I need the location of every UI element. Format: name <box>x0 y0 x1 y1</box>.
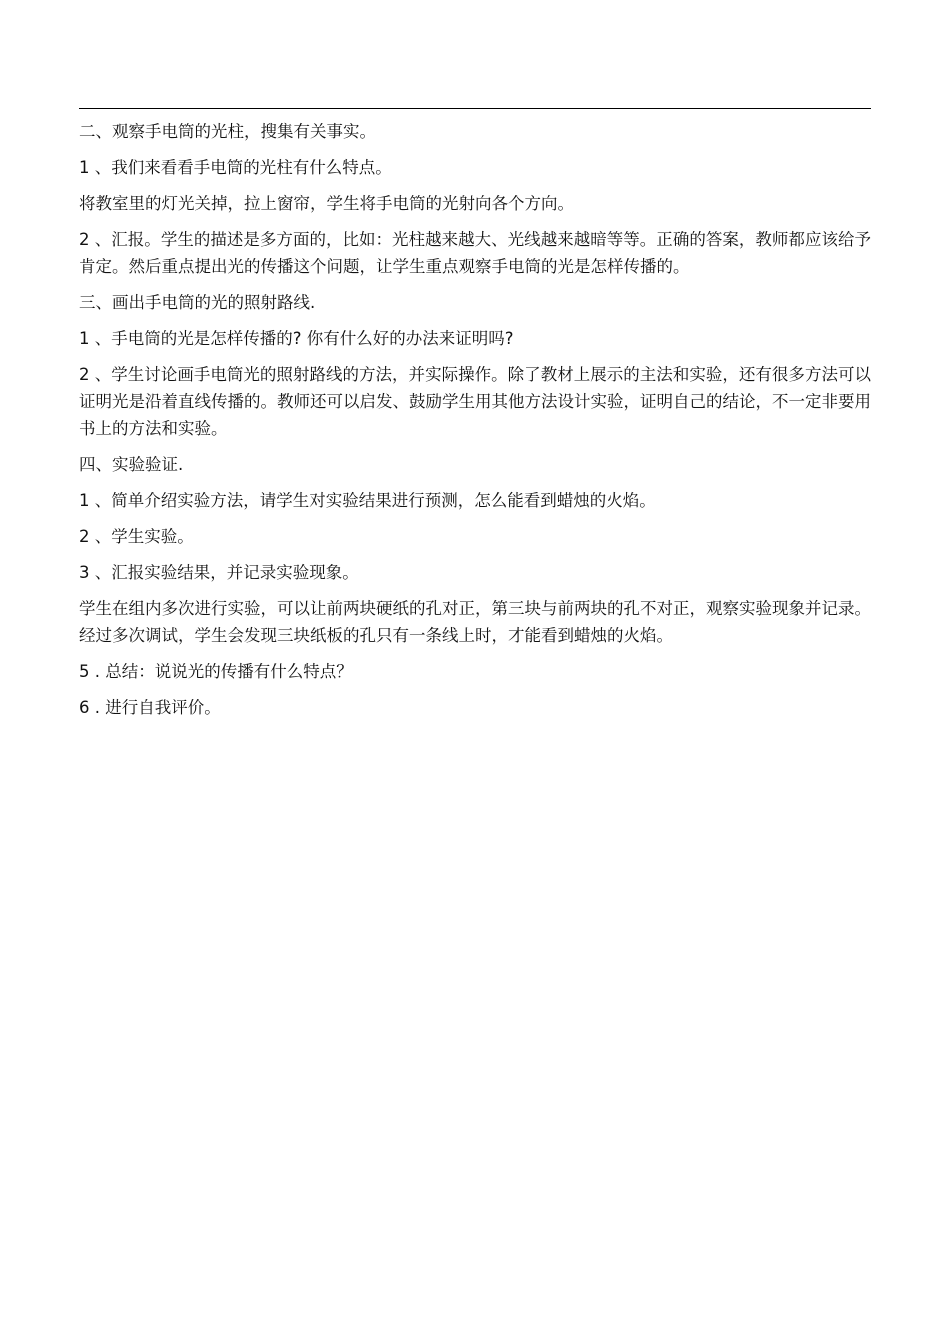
document-body <box>79 118 871 730</box>
step-1-how-light-travels: 1 、手电筒的光是怎样传播的? 你有什么好的办法来证明吗? <box>79 329 514 348</box>
section-heading-draw-light-path: 三、画出手电筒的光的照射路线. <box>79 293 316 312</box>
step-2-student-experiment: 2 、学生实验。 <box>79 527 194 546</box>
step-3-report-results: 3 、汇报实验结果，并记录实验现象。 <box>79 563 359 582</box>
section-heading-observe-flashlight: 二、观察手电筒的光柱，搜集有关事实。 <box>79 122 376 141</box>
step-1-introduce-method: 1 、简单介绍实验方法，请学生对实验结果进行预测，怎么能看到蜡烛的火焰。 <box>79 491 656 510</box>
experiment-description: 学生在组内多次进行实验，可以让前两块硬纸的孔对正，第三块与前两块的孔不对正，观察实验现象并记录。经过多次调试，学生会发现三块纸板的孔只有一条线上时，才能看到蜡烛的火焰。 <box>79 599 871 645</box>
instruction-turn-off-lights: 将教室里的灯光关掉，拉上窗帘，学生将手电筒的光射向各个方向。 <box>79 194 574 213</box>
step-5-summary: 5 . 总结：说说光的传播有什么特点？ <box>79 662 353 681</box>
step-6-self-evaluation: 6 . 进行自我评价。 <box>79 698 221 717</box>
section-heading-experiment: 四、实验验证. <box>79 455 184 474</box>
step-2-discuss-methods: 2 、学生讨论画手电筒光的照射路线的方法，并实际操作。除了教材上展示的主法和实验，还有很多方法可以证明光是沿着直线传播的。教师还可以启发、鼓励学生用其他方法设计实验，证明自己的结论，不一定非要用书上的方法和实验。 <box>79 365 871 438</box>
header-rule <box>79 108 871 109</box>
step-1-look-at-beam: 1 、我们来看看手电筒的光柱有什么特点。 <box>79 158 392 177</box>
step-2-report: 2 、汇报。学生的描述是多方面的，比如：光柱越来越大、光线越来越暗等等。正确的答案，教师都应该给予肯定。然后重点提出光的传播这个问题，让学生重点观察手电筒的光是怎样传播的。 <box>79 230 871 276</box>
